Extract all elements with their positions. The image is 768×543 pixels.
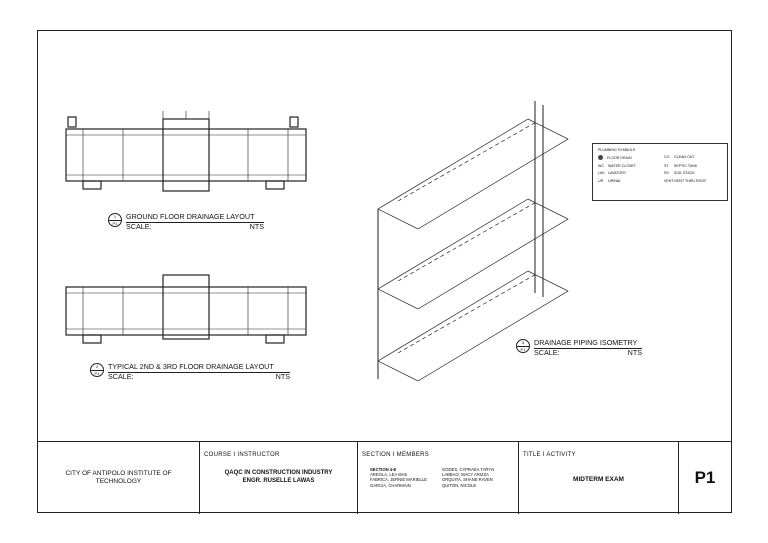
- drawing-area: [38, 31, 733, 441]
- course-label: COURSE I INSTRUCTOR: [204, 452, 280, 458]
- legend-row: [598, 179, 722, 183]
- member-name: QUITON, NICOLE: [442, 482, 477, 488]
- drawing-sheet: [37, 30, 732, 513]
- legend-item: VENT/VENT THRU ROOF: [664, 178, 707, 183]
- plan-title: TYPICAL 2ND & 3RD FLOOR DRAINAGE LAYOUT: [108, 363, 290, 373]
- instructor-name: ENGR. RUSELLE LAWAS: [242, 478, 315, 484]
- sheet-number-cell: [679, 442, 731, 514]
- title-block: [38, 441, 731, 514]
- activity-title: MIDTERM EXAM: [573, 476, 624, 483]
- scale-label: SCALE:: [126, 222, 152, 231]
- legend-item: SEPTIC TANK: [674, 163, 698, 168]
- course-cell: [200, 442, 358, 514]
- scale-label: SCALE:: [534, 348, 560, 357]
- ground-floor-plan: [66, 111, 306, 191]
- section-marker: [516, 339, 530, 353]
- legend-item: LAVATORY: [608, 171, 627, 175]
- course-name: QAQC IN CONSTRUCTION INDUSTRY: [224, 470, 333, 476]
- legend-item: WATER CLOSET: [608, 163, 636, 168]
- section-marker: [108, 213, 122, 227]
- scale-value: NTS: [275, 372, 290, 381]
- legend-code: CO: [664, 155, 670, 159]
- plan-title: DRAINAGE PIPING ISOMETRY: [534, 339, 642, 349]
- legend-title: PLUMBING SYMBOLS: [598, 148, 636, 152]
- isometry-label: [516, 339, 642, 357]
- typical-floor-plan: [66, 275, 306, 343]
- legend-row: [598, 164, 722, 168]
- section-label: SECTION I MEMBERS: [362, 452, 430, 458]
- marker-sheet: P1: [112, 221, 118, 226]
- legend-code: SS: [664, 171, 669, 175]
- legend-code: ST: [664, 163, 669, 168]
- legend-item: URINAL: [608, 178, 622, 183]
- school-name: CITY OF ANTIPOLO INSTITUTE OF TECHNOLOGY: [65, 470, 172, 485]
- title-label: TITLE I ACTIVITY: [523, 452, 576, 458]
- member-name: LABBAO, MACY ARIZZA: [442, 472, 489, 478]
- school-cell: [38, 442, 200, 514]
- member-name: FABRICA, JERNIE MARIELLE: [370, 477, 428, 483]
- section-marker: [90, 363, 104, 377]
- scale-value: NTS: [249, 222, 264, 231]
- ground-floor-label: [108, 213, 264, 231]
- typical-floor-label: [90, 363, 290, 381]
- legend-row: [598, 171, 722, 175]
- floor-drain-icon: [598, 155, 603, 160]
- marker-number: 2: [91, 364, 103, 371]
- legend-code: WC: [598, 163, 604, 168]
- legend-code: LAV: [598, 171, 605, 175]
- legend-item: FLOOR DRAIN: [607, 155, 632, 160]
- legend-code: UR: [598, 178, 604, 183]
- member-name: ORQUITA, SHANE RAVEN: [442, 477, 493, 483]
- sheet-number: P1: [694, 468, 716, 487]
- legend-row: [598, 155, 722, 160]
- marker-sheet: P1: [94, 371, 100, 376]
- section-name: SECTION 4-E: [370, 467, 397, 472]
- plumbing-legend: [592, 143, 728, 201]
- title-cell: [519, 442, 679, 514]
- section-cell: [358, 442, 519, 514]
- member-name: GODES, CYPRAEA TARYN: [442, 467, 495, 472]
- marker-sheet: P1: [520, 347, 526, 352]
- members-list: [370, 467, 520, 488]
- scale-label: SCALE:: [108, 372, 134, 381]
- member-name: GARCIA, CHARMAIN: [370, 482, 411, 488]
- scale-value: NTS: [627, 348, 642, 357]
- plan-title: GROUND FLOOR DRAINAGE LAYOUT: [126, 213, 264, 223]
- marker-number: 3: [517, 340, 529, 347]
- marker-number: 1: [109, 214, 121, 221]
- legend-item: SOIL STACK: [674, 171, 695, 175]
- member-name: AREOLA, LEA MAE: [370, 472, 408, 478]
- legend-item: CLEAN OUT: [674, 155, 695, 159]
